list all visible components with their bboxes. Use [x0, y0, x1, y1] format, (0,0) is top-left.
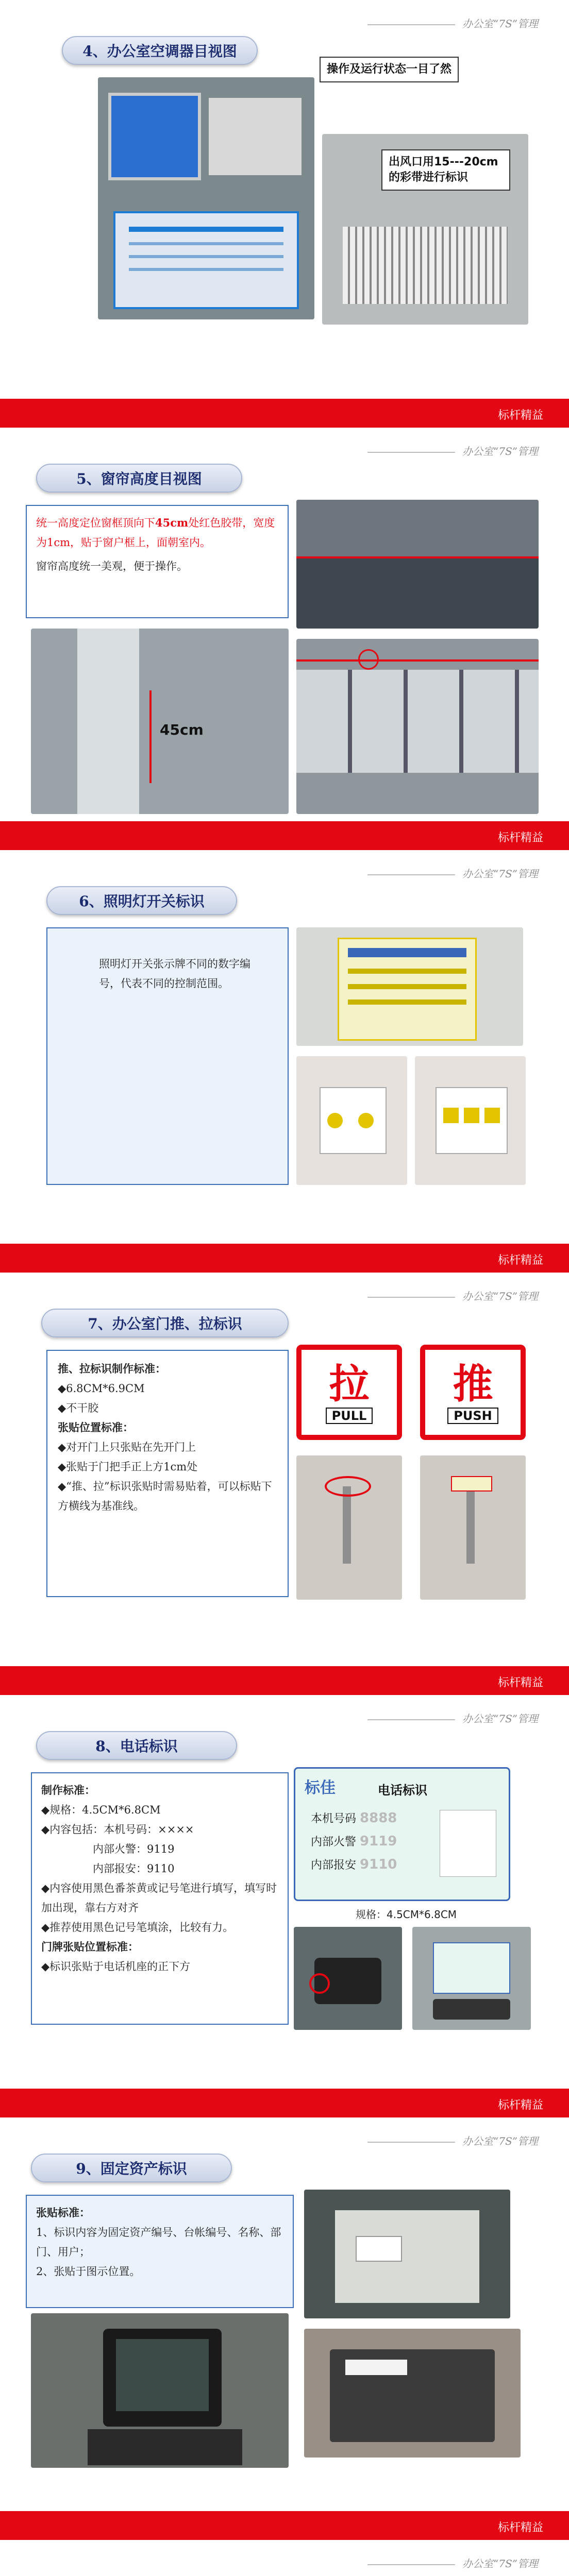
tv-photo — [31, 2313, 289, 2468]
card-row-1 — [311, 1810, 397, 1826]
slide-aircon — [0, 0, 569, 428]
window-frame-photo — [31, 629, 289, 814]
curtain-benefit: 窗帘高度统一美观，便于操作。 — [36, 560, 188, 572]
watermark: 标杆精益 — [497, 2099, 543, 2112]
printer-photo-2 — [304, 2329, 521, 2458]
door-line-7: ◆“推、拉”标识张贴时需易贴着，可以标贴下方横线为基准线。 — [58, 1480, 272, 1512]
rule-text-end: 处红色胶带，宽度为1cm，贴于窗户框上，面朝室内。 — [36, 517, 275, 549]
slide-header: 办公室“7S”管理 — [367, 2133, 538, 2148]
pull-sign — [296, 1345, 402, 1440]
card-row-num: 9119 — [360, 1834, 397, 1849]
vent-ribbon-callout: 出风口用15---20cm的彩带进行标识 — [381, 149, 510, 191]
phone-photo-2 — [412, 1927, 531, 2030]
slide-header: 办公室“7S”管理 — [367, 866, 538, 880]
slide-title: 9、固定资产标识 — [31, 2154, 232, 2182]
card-row-2 — [311, 1833, 397, 1849]
watermark: 标杆精益 — [497, 409, 543, 422]
door-text-panel — [46, 1350, 289, 1597]
footer-bar — [0, 2511, 569, 2540]
door-line-6: ◆张贴于门把手正上方1cm处 — [58, 1461, 198, 1473]
slide-phone-sign — [0, 1695, 569, 2117]
curtain-photo-1 — [296, 500, 539, 629]
asset-text-panel — [26, 2195, 294, 2308]
switch-text: 照明灯开关张示牌不同的数字编号，代表不同的控制范围。 — [99, 958, 250, 990]
door-line-4: 张贴位置标准： — [58, 1421, 133, 1434]
curtain-text-panel — [26, 505, 289, 618]
card-row-3 — [311, 1856, 397, 1872]
push-word: PUSH — [447, 1408, 498, 1424]
footer-bar — [0, 821, 569, 850]
switch-photo-1 — [296, 1056, 407, 1185]
slide-title: 8、电话标识 — [36, 1731, 237, 1760]
pull-word: PULL — [326, 1408, 373, 1424]
slide-3s — [0, 2540, 569, 2576]
switch-photo-2 — [415, 1056, 526, 1185]
card-title: 电话标识 — [378, 1783, 427, 1798]
phone-line-6: ◆内容使用黑色番茶黄或记号笔进行填写，填写时加出现，靠右方对齐 — [41, 1882, 277, 1914]
footer-bar — [0, 1244, 569, 1273]
switch-text-panel — [46, 927, 289, 1185]
switch-sign-photo — [296, 927, 523, 1046]
footer-bar — [0, 2089, 569, 2117]
slide-title: 4、办公室空调器目视图 — [62, 36, 258, 65]
slide-header: 办公室“7S”管理 — [367, 1710, 538, 1725]
asset-line-2: 1、标识内容为固定资产编号、台帐编号、名称、部门、用户； — [36, 2226, 281, 2258]
slide-door-sign — [0, 1273, 569, 1695]
phone-card-size: 规格：4.5CM*6.8CM — [356, 1908, 457, 1921]
footer-bar — [0, 399, 569, 428]
phone-line-8: 门牌张贴位置标准： — [41, 1940, 139, 1953]
phone-line-5: 内部报安：9110 — [93, 1862, 175, 1875]
phone-line-1: 制作标准： — [41, 1784, 95, 1797]
phone-card — [294, 1767, 510, 1901]
card-row-num: 9110 — [360, 1857, 397, 1872]
watermark: 标杆精益 — [497, 2521, 543, 2534]
door-line-2: ◆6.8CM*6.9CM — [58, 1382, 145, 1395]
slide-title: 6、照明灯开关标识 — [46, 886, 237, 915]
phone-line-7: ◆推荐使用黑色记号笔填涂，比较有力。 — [41, 1921, 234, 1934]
slide-header: 办公室“7S”管理 — [367, 443, 538, 458]
door-line-3: ◆不干胶 — [58, 1402, 99, 1414]
push-char: 推 — [453, 1360, 493, 1408]
card-row-label: 内部火警 — [311, 1836, 357, 1849]
card-row-num: 8888 — [360, 1810, 397, 1826]
card-row-label: 内部报安 — [311, 1859, 357, 1872]
watermark: 标杆精益 — [497, 1676, 543, 1689]
phone-line-2: ◆规格：4.5CM*6.8CM — [41, 1804, 161, 1816]
card-row-label: 本机号码 — [311, 1812, 357, 1825]
aircon-photo — [98, 77, 314, 319]
phone-photo-1 — [294, 1927, 402, 2030]
door-photo-1 — [296, 1455, 402, 1600]
door-line-5: ◆对开门上只张贴在先开门上 — [58, 1441, 196, 1453]
phone-line-3: ◆内容包括：本机号码：×××× — [41, 1823, 194, 1836]
push-sign — [420, 1345, 526, 1440]
phone-line-9: ◆标识张贴于电话机座的正下方 — [41, 1960, 191, 1973]
footer-bar — [0, 1666, 569, 1695]
watermark: 标杆精益 — [497, 1254, 543, 1267]
card-brand: 标佳 — [305, 1779, 336, 1797]
aircon-status-callout: 操作及运行状态一目了然 — [320, 57, 459, 82]
printer-photo-1 — [304, 2190, 510, 2318]
asset-line-1: 张贴标准： — [36, 2206, 90, 2219]
slide-header: 办公室“7S”管理 — [367, 1288, 538, 1303]
slide-title: 7、办公室门推、拉标识 — [41, 1309, 289, 1337]
slide-header: 办公室“7S”管理 — [367, 15, 538, 30]
slide-header: 办公室“7S”管理 — [367, 2555, 538, 2570]
rule-highlight: 45cm — [155, 516, 189, 529]
pull-char: 拉 — [329, 1360, 370, 1408]
slide-curtain — [0, 428, 569, 850]
asset-line-3: 2、张贴于图示位置。 — [36, 2265, 141, 2278]
slide-asset-sign — [0, 2117, 569, 2540]
measure-label: 45cm — [160, 721, 204, 738]
door-photo-2 — [420, 1455, 526, 1600]
watermark: 标杆精益 — [497, 832, 543, 844]
phone-text-panel — [31, 1772, 289, 2025]
curtain-photo-2 — [296, 639, 539, 814]
door-line-1: 推、拉标识制作标准： — [58, 1362, 166, 1375]
slide-title: 5、窗帘高度目视图 — [36, 464, 242, 493]
slide-light-switch — [0, 850, 569, 1273]
rule-text: 统一高度定位窗框顶向下 — [36, 517, 155, 529]
curtain-rule — [36, 513, 278, 552]
phone-line-4: 内部火警：9119 — [93, 1843, 175, 1855]
